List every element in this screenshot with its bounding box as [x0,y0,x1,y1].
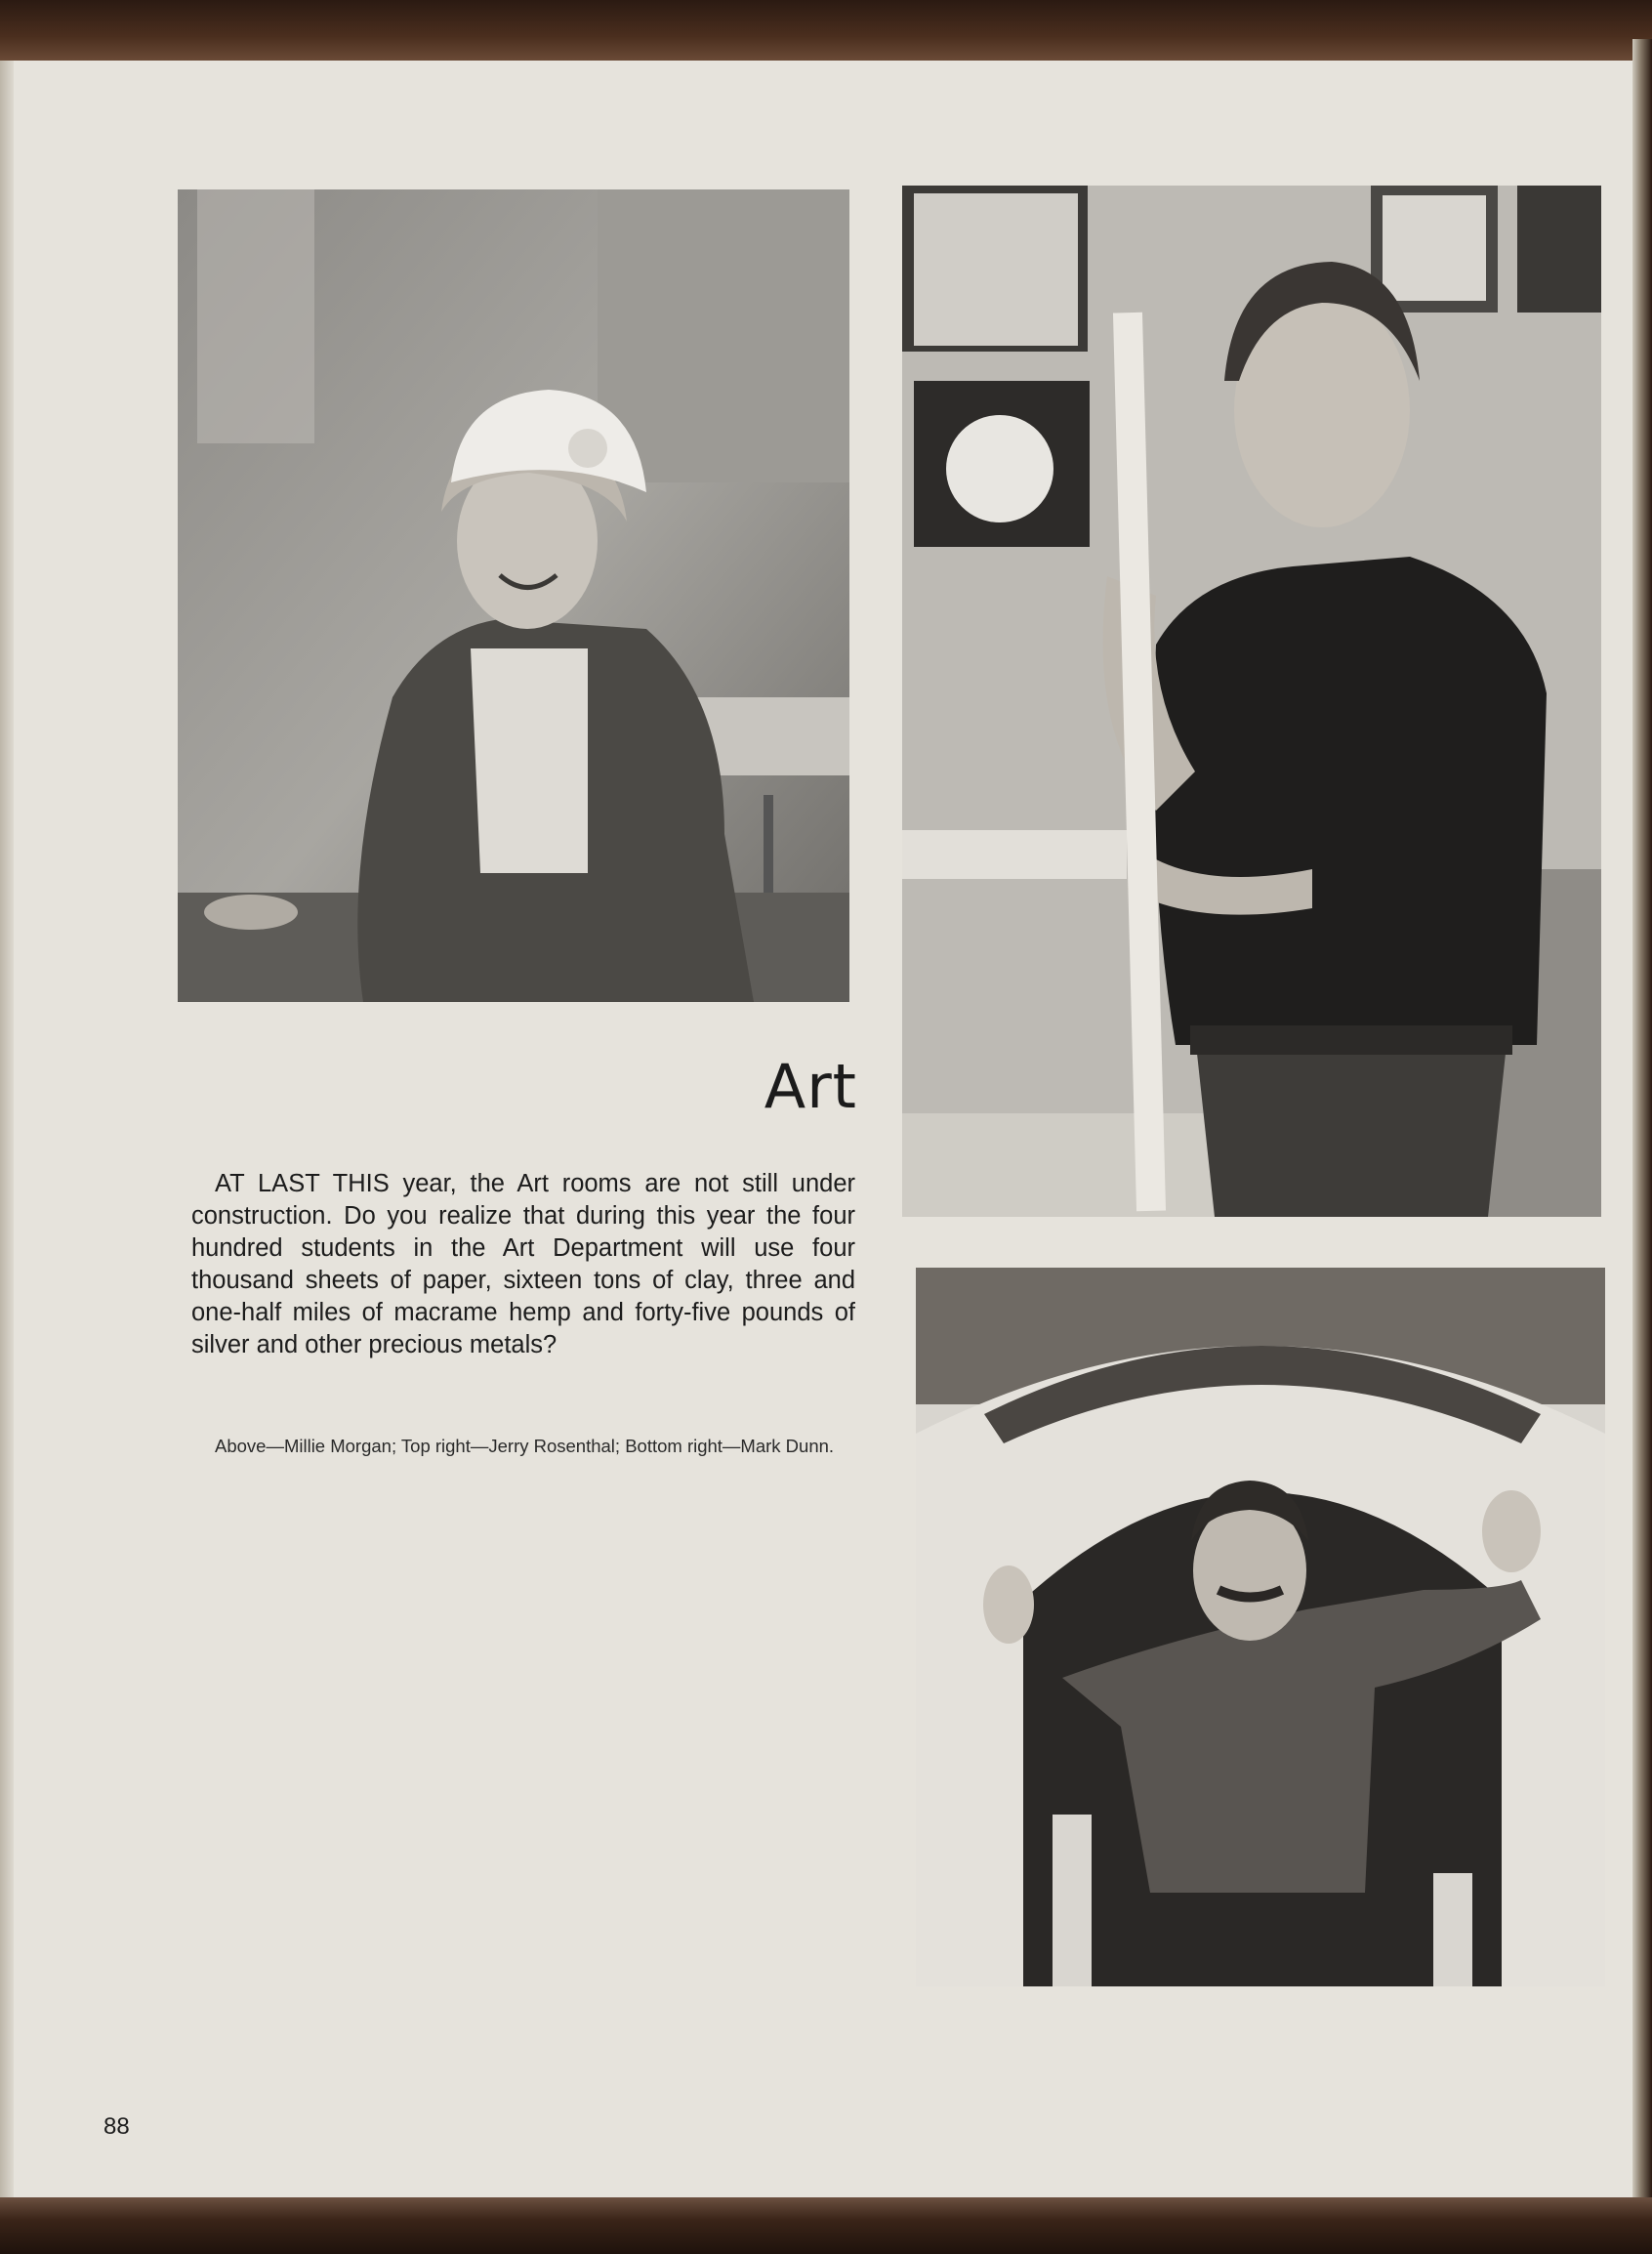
top-binding-strip [0,0,1652,61]
body-paragraph: AT LAST THIS year, the Art rooms are not still under construction. Do you realize that during this year the four hundred students in the Art Department will use four thousand sheets of paper, sixteen tons of clay, three and one-half miles of macrame hemp and forty-five pounds of silver and other precious metals? [191,1170,855,1358]
photo-caption: Above—Millie Morgan; Top right—Jerry Rosenthal; Bottom right—Mark Dunn. [215,1436,835,1456]
bottom-binding-strip [0,2197,1652,2254]
page-number: 88 [103,2113,130,2140]
photo-mark-dunn [916,1268,1605,1986]
photo-jerry-rosenthal [902,186,1601,1217]
photo-mark-dunn-image [916,1268,1605,1986]
photo-millie-morgan-image [178,189,849,1002]
photo-millie-morgan [178,189,849,1002]
photo-jerry-rosenthal-image [902,186,1601,1217]
page-right-edge [1632,39,1652,2217]
page-title: Art [764,1051,857,1122]
page-left-edge [0,61,14,2197]
